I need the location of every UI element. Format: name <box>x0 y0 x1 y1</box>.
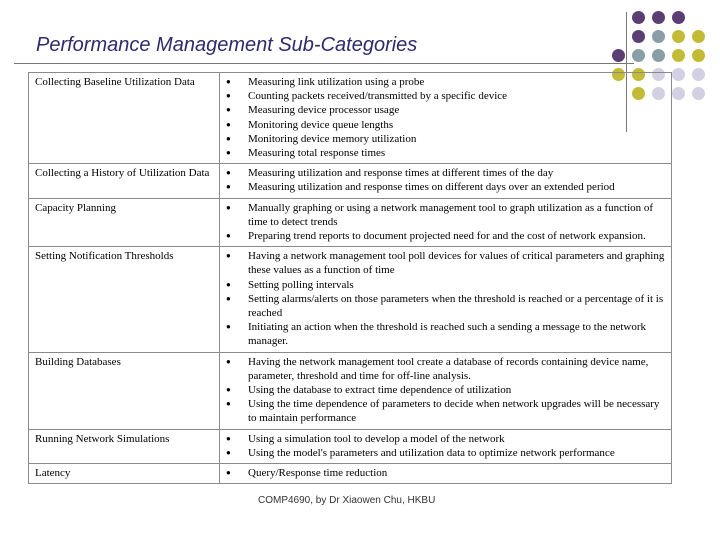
table-row <box>29 464 672 484</box>
item-text: Initiating an action when the threshold is reached such a sending a message to the network manager. <box>248 321 647 348</box>
items-cell <box>220 198 672 247</box>
category-cell <box>29 352 220 429</box>
table-row <box>29 164 672 198</box>
table-row <box>29 73 672 164</box>
decorative-dot <box>652 11 665 24</box>
bullet-icon: ● <box>226 148 231 158</box>
bullet-icon: ● <box>226 468 231 478</box>
decorative-dot <box>692 49 705 62</box>
item-text: Measuring device processor usage <box>248 104 400 117</box>
items-cell <box>220 464 672 484</box>
category-cell <box>29 429 220 463</box>
bullet-icon: ● <box>226 279 231 289</box>
table-row <box>29 247 672 352</box>
decorative-dot <box>692 68 705 81</box>
subcategory-table <box>28 72 672 484</box>
item-text: Monitoring device queue lengths <box>248 118 394 131</box>
list-item <box>226 249 667 277</box>
category-cell <box>29 247 220 352</box>
bullet-icon: ● <box>226 119 231 129</box>
list-item <box>226 89 667 103</box>
list-item <box>226 432 667 446</box>
decorative-dot <box>672 87 685 100</box>
list-item <box>226 132 667 146</box>
list-item <box>226 118 667 132</box>
table-row <box>29 198 672 247</box>
decorative-dot <box>692 30 705 43</box>
item-text: Manually graphing or using a network management tool to graph utilization as a function of time to detect trends <box>248 201 654 228</box>
bullet-icon: ● <box>226 322 231 332</box>
items-cell <box>220 429 672 463</box>
category-cell <box>29 164 220 198</box>
bullet-icon: ● <box>226 251 231 261</box>
item-text: Having the network management tool create a database of records containing device name, parameter, threshold and time for off-line analysis. <box>248 355 649 382</box>
decorative-dot <box>632 49 645 62</box>
bullet-icon: ● <box>226 447 231 457</box>
bullet-icon: ● <box>226 182 231 192</box>
bullet-icon: ● <box>226 105 231 115</box>
category-label: Collecting Baseline Utilization Data <box>35 76 195 88</box>
items-cell <box>220 247 672 352</box>
item-text: Having a network management tool poll devices for values of critical parameters and graphing these values as a function of time <box>248 250 665 277</box>
bullet-icon: ● <box>226 91 231 101</box>
item-text: Using the database to extract time dependence of utilization <box>248 384 512 397</box>
item-text: Using the time dependence of parameters to decide when network upgrades will be necessary to maintain performance <box>248 398 660 425</box>
bullet-icon: ● <box>226 399 231 409</box>
item-text: Monitoring device memory utilization <box>248 132 417 145</box>
item-text: Measuring total response times <box>248 147 386 160</box>
item-text: Setting alarms/alerts on those parameters when the threshold is reached or a percentage of it is reached <box>248 292 664 320</box>
category-label: Running Network Simulations <box>35 432 170 445</box>
items-cell <box>220 352 672 429</box>
list-item <box>226 201 667 229</box>
list-item <box>226 320 667 348</box>
category-label: Latency <box>35 467 71 480</box>
list-item <box>226 446 667 460</box>
item-text: Measuring utilization and response times on different days over an extended period <box>248 181 615 194</box>
bullet-icon: ● <box>226 385 231 395</box>
item-text: Preparing trend reports to document projected need for and the cost of network expansion. <box>248 230 646 243</box>
category-cell <box>29 198 220 247</box>
decorative-dot <box>672 49 685 62</box>
bullet-icon: ● <box>226 293 231 303</box>
decorative-dot <box>652 30 665 43</box>
item-text: Measuring link utilization using a probe <box>248 76 425 88</box>
category-label: Setting Notification Thresholds <box>35 250 174 263</box>
list-item <box>226 466 667 480</box>
item-text: Using a simulation tool to develop a model of the network <box>248 432 505 445</box>
list-item <box>226 278 667 292</box>
decorative-dot <box>672 30 685 43</box>
table-row <box>29 429 672 463</box>
bullet-icon: ● <box>226 356 231 366</box>
bullet-icon: ● <box>226 168 231 178</box>
list-item <box>226 75 667 89</box>
item-text: Query/Response time reduction <box>248 467 388 480</box>
list-item <box>226 355 667 383</box>
decorative-dot <box>632 30 645 43</box>
page-title: Performance Management Sub-Categories <box>36 34 418 56</box>
category-label: Building Databases <box>35 355 121 368</box>
item-text: Counting packets received/transmitted by a specific device <box>248 90 508 103</box>
bullet-icon: ● <box>226 77 231 86</box>
category-cell <box>29 73 220 164</box>
decorative-dot <box>652 49 665 62</box>
title-divider <box>14 63 634 64</box>
category-cell <box>29 464 220 484</box>
decorative-dot <box>672 68 685 81</box>
list-item <box>226 229 667 243</box>
table-row <box>29 352 672 429</box>
decorative-dot <box>632 11 645 24</box>
list-item <box>226 180 667 194</box>
footer-credit: COMP4690, by Dr Xiaowen Chu, HKBU <box>258 495 436 506</box>
decorative-dot <box>612 49 625 62</box>
list-item <box>226 103 667 117</box>
items-cell <box>220 73 672 164</box>
bullet-icon: ● <box>226 231 231 241</box>
bullet-icon: ● <box>226 202 231 212</box>
bullet-icon: ● <box>226 433 231 443</box>
list-item <box>226 292 667 320</box>
list-item <box>226 397 667 425</box>
decorative-dot <box>692 87 705 100</box>
item-text: Setting polling intervals <box>248 278 354 291</box>
item-text: Using the model's parameters and utilization data to optimize network performance <box>248 446 615 459</box>
category-label: Collecting a History of Utilization Data <box>35 167 210 180</box>
category-label: Capacity Planning <box>35 201 116 214</box>
items-cell <box>220 164 672 198</box>
list-item <box>226 166 667 180</box>
item-text: Measuring utilization and response times at different times of the day <box>248 167 554 180</box>
list-item <box>226 383 667 397</box>
list-item <box>226 146 667 160</box>
decorative-dot <box>672 11 685 24</box>
bullet-icon: ● <box>226 133 231 143</box>
